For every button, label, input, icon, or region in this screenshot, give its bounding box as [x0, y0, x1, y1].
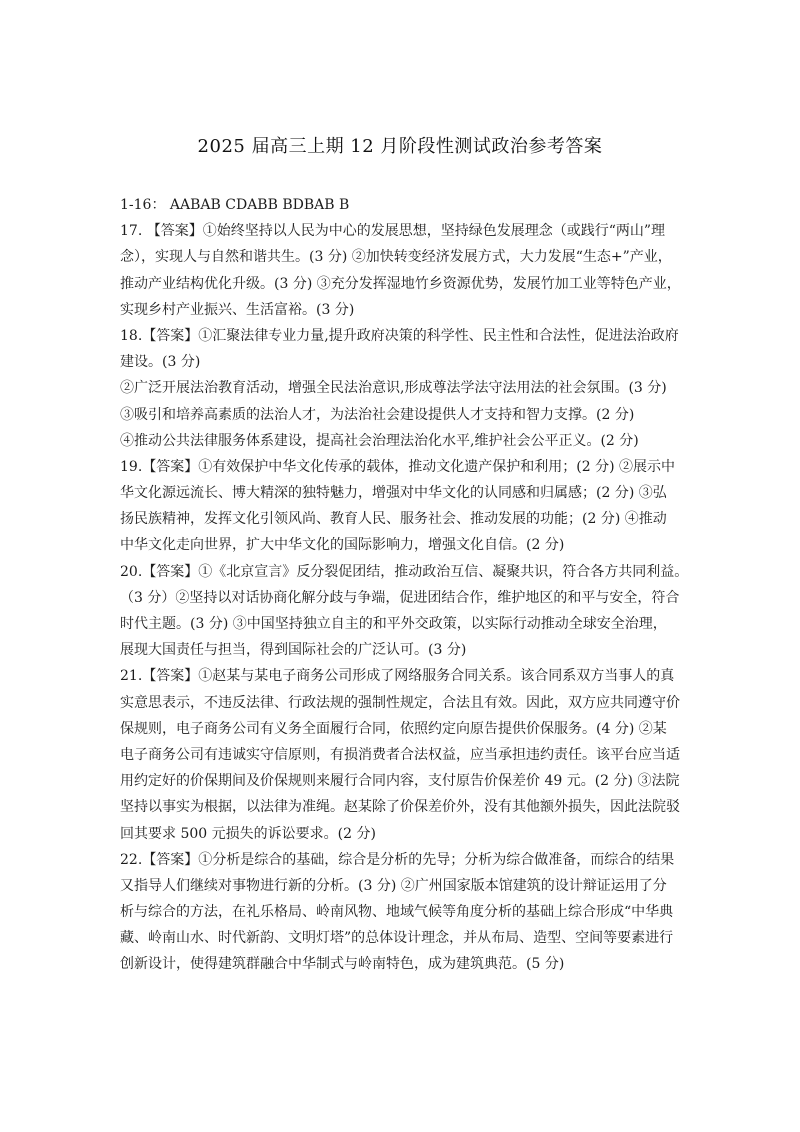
answer-line: 电子商务公司有违诚实守信原则，有损消费者合法权益，应当承担违约责任。该平台应当适	[120, 746, 680, 763]
answer-line: 17. 【答案】①始终坚持以人民为中心的发展思想，坚持绿色发展理念（或践行“两山”理	[120, 223, 666, 240]
answer-line: 回其要求 500 元损失的诉讼要求。(2 分)	[120, 825, 376, 842]
answer-line: 创新设计，使得建筑群融合中华制式与岭南特色，成为建筑典范。(5 分)	[120, 956, 565, 973]
answer-line: 用约定好的价保期间及价保规则来履行合同内容，支付原告价保差价 49 元。(2 分) ③法院	[120, 773, 680, 790]
answer-line: 保规则，电子商务公司有义务全面履行合同，依照约定向原告提供价保服务。(4 分) ②某	[120, 720, 667, 737]
answer-line: 华文化源远流长、博大精深的独特魅力，增强对中华文化的认同感和归属感；(2 分) ③弘	[120, 485, 667, 502]
answer-line: 20.【答案】①《北京宣言》反分裂促团结，推动政治互信、凝聚共识，符合各方共同利益。	[120, 563, 689, 580]
answer-line: 实意思表示，不违反法律、行政法规的强制性规定，合法且有效。因此，双方应共同遵守价	[120, 694, 680, 711]
answer-line: 实现乡村产业振兴、生活富裕。(3 分)	[120, 301, 355, 318]
answer-line: 21.【答案】①赵某与某电子商务公司形成了网络服务合同关系。该合同系双方当事人的真	[120, 668, 675, 685]
answer-line: 又指导人们继续对事物进行新的分析。(3 分) ②广州国家版本馆建筑的设计辩证运用了分	[120, 877, 667, 894]
answer-line: 建设。(3 分)	[120, 354, 201, 371]
answer-line: 22.【答案】①分析是综合的基础，综合是分析的先导；分析为综合做准备，而综合的结果	[120, 851, 675, 868]
answer-line: 念），实现人与自然和谐共生。(3 分) ②加快转变经济发展方式，大力发展“生态+”产业，	[120, 249, 672, 266]
answer-line: 推动产业结构优化升级。(3 分) ③充分发挥湿地竹乡资源优势，发展竹加工业等特色产业，	[120, 275, 681, 292]
answer-line: 时代主题。(3 分) ③中国坚持独立自主的和平外交政策，以实际行动推动全球安全治理，	[120, 616, 667, 632]
answer-line: 19.【答案】①有效保护中华文化传承的载体，推动文化遗产保护和利用；(2 分) ②展示中	[120, 458, 675, 475]
answer-line: 析与综合的方法，在礼乐格局、岭南风物、地域气候等角度分析的基础上综合形成“中华典	[120, 904, 674, 921]
answer-line: 1-16： AABAB CDABB BDBAB B	[120, 197, 350, 213]
answer-line: 扬民族精神，发挥文化引领风尚、教育人民、服务社会、推动发展的功能；(2 分) ④推动	[120, 511, 667, 528]
answer-content	[120, 192, 695, 978]
page-title: 2025 届高三上期 12 月阶段性测试政治参考答案	[197, 136, 603, 157]
answer-line: 坚持以事实为根据，以法律为准绳。赵某除了价保差价外，没有其他额外损失，因此法院驳	[120, 799, 680, 816]
answer-line: ②广泛开展法治教育活动，增强全民法治意识,形成尊法学法守法用法的社会氛围。(3 分)	[120, 380, 667, 397]
answer-line: （3 分）②坚持以对话协商化解分歧与争端，促进团结合作，维护地区的和平与安全，符合	[120, 589, 680, 606]
answer-line: 中华文化走向世界，扩大中华文化的国际影响力，增强文化自信。(2 分)	[120, 537, 565, 554]
answer-line: ③吸引和培养高素质的法治人才，为法治社会建设提供人才支持和智力支撑。(2 分)	[120, 406, 635, 423]
answer-line: 展现大国责任与担当，得到国际社会的广泛认可。(3 分)	[120, 642, 467, 659]
answer-line: 藏、岭南山水、时代新韵、文明灯塔”的总体设计理念，并从布局、造型、空间等要素进行	[120, 930, 674, 947]
answer-line: 18.【答案】①汇聚法律专业力量,提升政府决策的科学性、民主性和合法性，促进法治政府	[120, 327, 679, 344]
answer-line: ④推动公共法律服务体系建设，提高社会治理法治化水平,维护社会公平正义。(2 分)	[120, 432, 639, 449]
